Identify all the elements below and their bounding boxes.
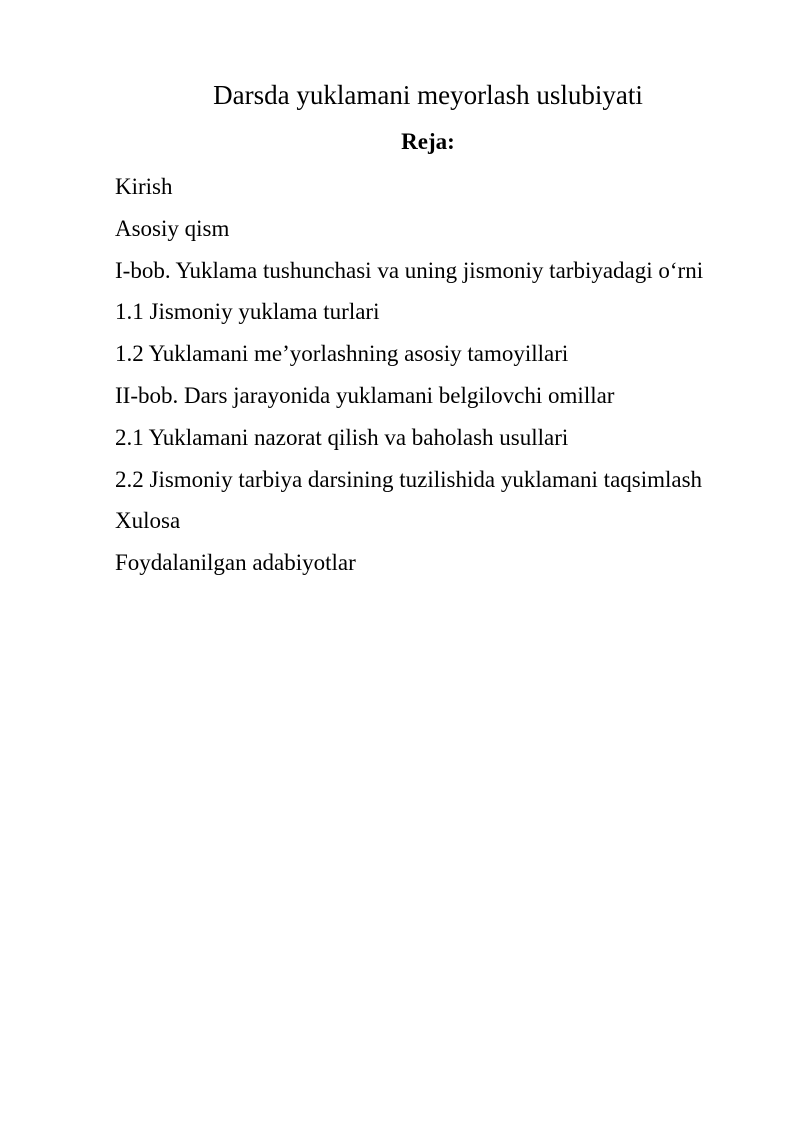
document-title: Darsda yuklamani meyorlash uslubiyati	[213, 80, 643, 110]
plan-item-references: Foydalanilgan adabiyotlar	[115, 550, 356, 576]
plan-list	[115, 166, 703, 584]
plan-item-main-part: Asosiy qism	[115, 215, 230, 241]
plan-item-section-1-2: 1.2 Yuklamani me’yorlashning asosiy tamoyillari	[115, 341, 569, 367]
plan-item-conclusion: Xulosa	[115, 508, 181, 534]
plan-item-intro: Kirish	[115, 174, 173, 199]
plan-item-section-1-1: 1.1 Jismoniy yuklama turlari	[115, 299, 380, 325]
plan-item-section-2-1: 2.1 Yuklamani nazorat qilish va baholash usullari	[115, 424, 569, 450]
plan-item-section-2-2: 2.2 Jismoniy tarbiya darsining tuzilishida yuklamani taqsimlash	[115, 466, 703, 492]
plan-item-chapter-2: II-bob. Dars jarayonida yuklamani belgilovchi omillar	[115, 382, 615, 408]
plan-heading: Reja:	[401, 129, 455, 154]
plan-item-chapter-1: I-bob. Yuklama tushunchasi va uning jismoniy tarbiyadagi o‘rni	[115, 257, 704, 283]
